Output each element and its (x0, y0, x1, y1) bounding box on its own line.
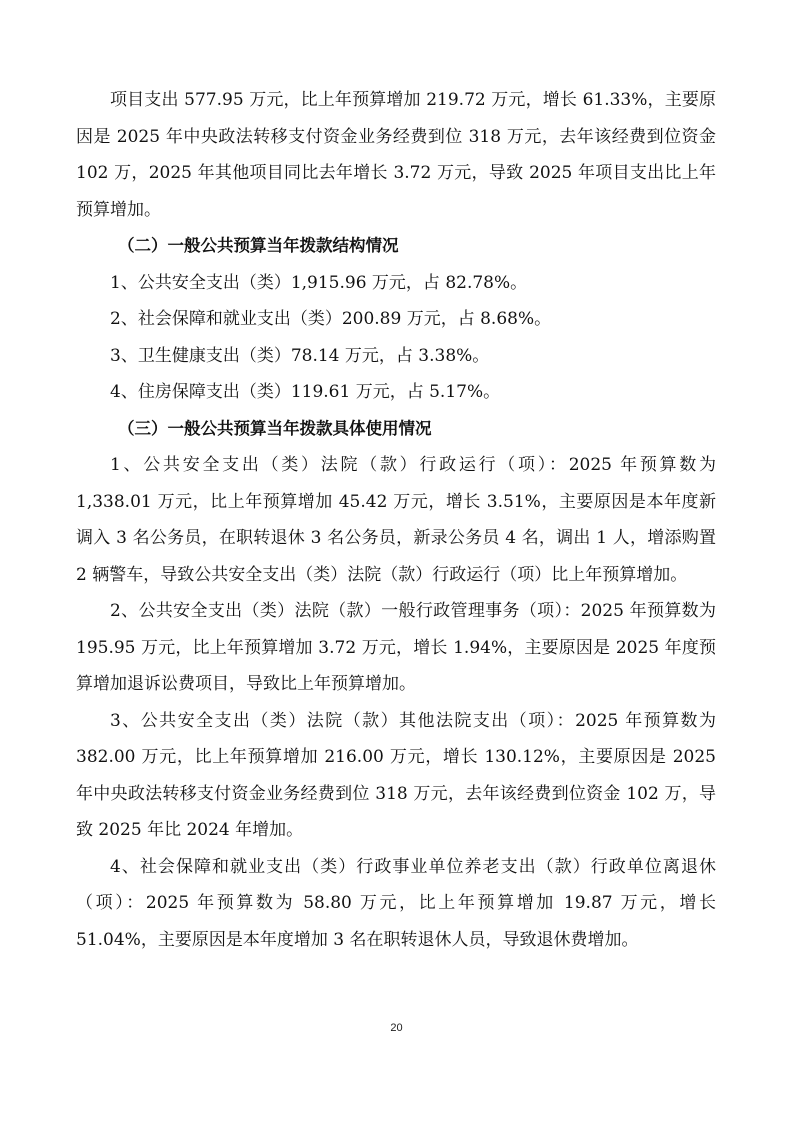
paragraph-housing: 4、住房保障支出（类）119.61 万元，占 5.17%。 (110, 382, 501, 402)
document-body (76, 82, 716, 958)
paragraph-project-expenditure: 项目支出 577.95 万元，比上年预算增加 219.72 万元，增长 61.33%，主要原因是 2025 年中央政法转移支付资金业务经费到位 318 万元，去年该经费到位资金 102 万，2025 年其他项目同比去年增长 3.72 万元，导致 2025 年项目支出比上年预算增加。 (76, 90, 716, 220)
page-number: 20 (390, 1022, 403, 1034)
section-heading-structure: （二）一般公共预算当年拨款结构情况 (118, 236, 399, 255)
section-heading-usage: （三）一般公共预算当年拨款具体使用情况 (118, 418, 432, 438)
paragraph-court-operation: 1、公共安全支出（类）法院（款）行政运行（项）：2025 年预算数为 1,338.01 万元，比上年预算增加 45.42 万元，增长 3.51%，主要原因是本年度新调入 3 名公务员，在职转退休 3 名公务员，新录公务员 4 名，调出 1 人，增添购置 2 辆警车，导致公共安全支出（类）法院（款）行政运行（项）比上年预算增加。 (76, 455, 716, 585)
paragraph-court-other: 3、公共安全支出（类）法院（款）其他法院支出（项）：2025 年预算数为 382.00 万元，比上年预算增加 216.00 万元，增长 130.12%，主要原因是 2025 年中央政法转移支付资金业务经费到位 318 万元，去年该经费到位资金 102 万，导致 2025 年比 2024 年增加。 (76, 710, 716, 840)
paragraph-health: 3、卫生健康支出（类）78.14 万元，占 3.38%。 (110, 345, 490, 366)
paragraph-social-security: 2、社会保障和就业支出（类）200.89 万元，占 8.68%。 (110, 309, 552, 329)
paragraph-retirement: 4、社会保障和就业支出（类）行政事业单位养老支出（款）行政单位离退休（项）：2025 年预算数为 58.80 万元，比上年预算增加 19.87 万元，增长 51.04%，主要原因是本年度增加 3 名在职转退休人员，导致退休费增加。 (76, 856, 716, 950)
paragraph-public-security: 1、公共安全支出（类）1,915.96 万元，占 82.78%。 (110, 272, 528, 293)
paragraph-court-admin-affairs: 2、公共安全支出（类）法院（款）一般行政管理事务（项）：2025 年预算数为 195.95 万元，比上年预算增加 3.72 万元，增长 1.94%，主要原因是 2025 年度预算增加退诉讼费项目，导致比上年预算增加。 (76, 601, 716, 694)
